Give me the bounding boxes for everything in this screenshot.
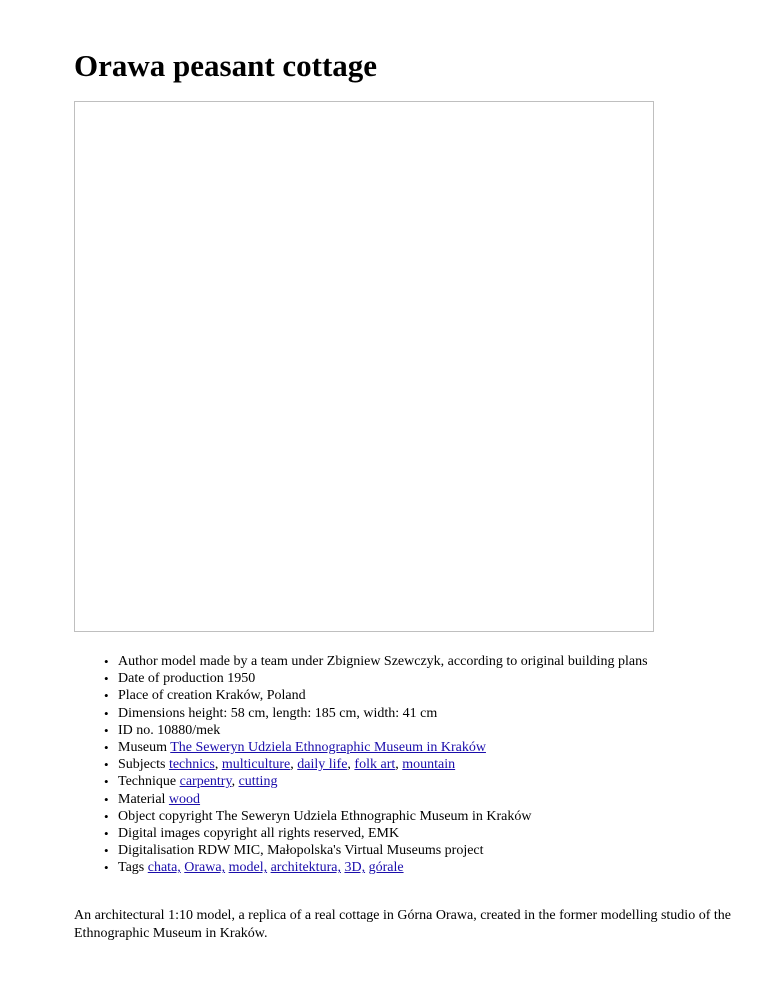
technique-link-cutting[interactable]: cutting bbox=[238, 774, 278, 790]
meta-label: Tags bbox=[118, 860, 145, 876]
subject-link-daily-life[interactable]: daily life bbox=[297, 757, 348, 773]
subject-link-multiculture[interactable]: multiculture bbox=[221, 757, 291, 773]
tag-link-3d[interactable]: 3D, bbox=[344, 860, 366, 876]
meta-value: height: 58 cm, length: 185 cm, width: 41 cm bbox=[188, 705, 438, 721]
tag-link-orawa[interactable]: Orawa, bbox=[184, 860, 226, 876]
meta-dimensions bbox=[74, 705, 648, 722]
meta-label: Subjects bbox=[118, 757, 166, 773]
bullet-icon: • bbox=[104, 826, 109, 842]
bullet-icon: • bbox=[104, 722, 109, 738]
bullet-icon: • bbox=[104, 740, 109, 756]
tag-link-architektura[interactable]: architektura, bbox=[270, 860, 341, 876]
meta-label: Object copyright bbox=[118, 808, 213, 824]
meta-tags bbox=[74, 859, 648, 876]
tag-link-chata[interactable]: chata, bbox=[147, 860, 181, 876]
meta-museum bbox=[74, 739, 648, 756]
bullet-icon: • bbox=[104, 671, 109, 687]
bullet-icon: • bbox=[104, 774, 109, 790]
tag-link-model[interactable]: model, bbox=[228, 860, 268, 876]
meta-subjects: • Subjects technics, multiculture, daily life, folk art, mountain bbox=[104, 757, 456, 773]
bullet-icon: • bbox=[104, 757, 109, 773]
bullet-icon: • bbox=[104, 705, 109, 721]
meta-value: model made by a team under Zbigniew Szewczyk, according to original building plans bbox=[161, 654, 648, 669]
meta-value: all rights reserved, EMK bbox=[260, 826, 400, 842]
bullet-icon: • bbox=[104, 808, 109, 824]
metadata-list bbox=[74, 653, 648, 877]
meta-date bbox=[74, 670, 648, 687]
material-link-wood[interactable]: wood bbox=[168, 791, 201, 807]
meta-value: 10880/mek bbox=[157, 722, 221, 738]
meta-label: Museum bbox=[118, 740, 167, 756]
meta-label: Place of creation bbox=[118, 688, 213, 704]
page-title: Orawa peasant cottage bbox=[74, 48, 378, 83]
subject-link-mountain[interactable]: mountain bbox=[402, 757, 456, 773]
meta-author bbox=[74, 653, 648, 670]
bullet-icon: • bbox=[104, 843, 109, 859]
object-image bbox=[74, 101, 654, 632]
meta-id bbox=[74, 722, 648, 739]
meta-label: Digital images copyright bbox=[118, 826, 258, 842]
meta-value: The Seweryn Udziela Ethnographic Museum in Kraków bbox=[215, 808, 532, 824]
bullet-icon: • bbox=[104, 791, 109, 807]
meta-label: ID no. bbox=[118, 722, 154, 738]
meta-value: Kraków, Poland bbox=[215, 688, 306, 704]
subject-link-folk-art[interactable]: folk art bbox=[354, 757, 396, 773]
subject-link-technics[interactable]: technics bbox=[168, 757, 215, 773]
meta-digitalisation bbox=[74, 842, 648, 859]
meta-material bbox=[74, 791, 648, 808]
meta-technique: • Technique carpentry, cutting bbox=[104, 774, 278, 790]
meta-label: Digitalisation bbox=[118, 843, 195, 859]
meta-label: Technique bbox=[118, 774, 177, 790]
meta-label: Date of production bbox=[118, 671, 224, 687]
museum-link[interactable]: The Seweryn Udziela Ethnographic Museum in Kraków bbox=[170, 740, 486, 756]
bullet-icon: • bbox=[104, 688, 109, 704]
meta-label: Material bbox=[118, 791, 166, 807]
meta-value: RDW MIC, Małopolska's Virtual Museums project bbox=[197, 843, 484, 859]
meta-images-copyright bbox=[74, 825, 648, 842]
object-description: An architectural 1:10 model, a replica of a real cottage in Górna Orawa, created in the former modelling studio of the Ethnographic Museum in Kraków. bbox=[74, 908, 731, 941]
bullet-icon: • bbox=[104, 860, 109, 876]
bullet-icon: • bbox=[104, 654, 109, 669]
technique-link-carpentry[interactable]: carpentry bbox=[179, 774, 232, 790]
meta-label: Dimensions bbox=[118, 705, 185, 721]
meta-label: Author bbox=[118, 654, 158, 669]
tag-link-gorale[interactable]: górale bbox=[368, 860, 404, 876]
meta-place bbox=[74, 687, 648, 704]
meta-value: 1950 bbox=[227, 671, 256, 687]
meta-object-copyright bbox=[74, 808, 648, 825]
